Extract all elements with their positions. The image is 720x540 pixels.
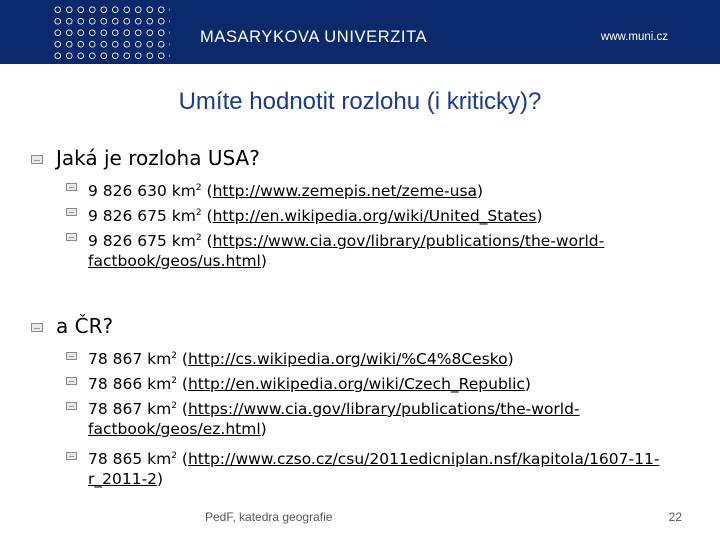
unit-superscript: 2 [171,376,177,386]
paren-open: ( [201,182,213,201]
section-heading-usa: Jaká je rozloha USA? [56,146,260,170]
unit-superscript: 2 [171,451,177,461]
header-banner [0,0,720,64]
paren-open: ( [201,207,213,226]
paren-open: ( [176,450,188,469]
paren-open: ( [176,400,188,419]
bullet-icon [66,233,77,241]
bullet-icon [66,183,77,191]
list-item [88,228,633,271]
paren-close: ) [536,207,543,226]
source-link[interactable]: https://www.cia.gov/library/publications/the-world-factbook/geos/ez.html [88,400,580,439]
unit-superscript: 2 [171,401,177,411]
logo-dot-grid [52,4,170,64]
area-value: 78 867 km [88,350,172,369]
university-name: MASARYKOVA UNIVERZITA [200,28,428,46]
list-item [88,203,688,226]
area-value: 9 826 675 km [88,232,196,251]
list-item [88,178,688,201]
paren-close: ) [507,350,514,369]
list-item [88,346,688,369]
unit-superscript: 2 [195,233,202,243]
area-value: 9 826 675 km [88,207,196,226]
area-value: 78 865 km [88,450,172,469]
paren-open: ( [176,350,188,369]
list-item [88,446,678,489]
paren-close: ) [524,375,531,394]
section-heading-cr: a ČR? [56,314,114,338]
university-url: www.muni.cz [600,31,668,43]
list-item [88,396,678,439]
page-number: 22 [668,510,682,524]
bullet-icon [66,452,77,460]
bullet-icon [66,377,77,385]
unit-superscript: 2 [171,351,177,361]
bullet-icon [66,208,77,216]
source-link[interactable]: http://www.zemepis.net/zeme-usa [212,182,478,201]
paren-open: ( [176,375,188,394]
area-value: 9 826 630 km [88,182,196,201]
footer-text: PedF, katedra geografie [205,510,333,524]
area-value: 78 867 km [88,400,172,419]
source-link[interactable]: http://en.wikipedia.org/wiki/United_States [212,207,537,226]
bullet-icon [31,155,43,164]
paren-close: ) [260,420,267,439]
paren-close: ) [260,252,267,271]
source-link[interactable]: http://en.wikipedia.org/wiki/Czech_Republic [187,375,525,394]
unit-superscript: 2 [195,208,202,218]
paren-open: ( [201,232,213,251]
source-link[interactable]: http://www.czso.cz/csu/2011edicniplan.nsf/kapitola/1607-11-r_2011-2 [88,450,660,489]
list-item [88,371,688,394]
bullet-icon [31,323,43,332]
bullet-icon [66,352,77,360]
slide-title: Umíte hodnotit rozlohu (i kriticky)? [178,88,542,115]
area-value: 78 866 km [88,375,172,394]
bullet-icon [66,402,77,410]
unit-superscript: 2 [195,183,202,193]
source-link[interactable]: http://cs.wikipedia.org/wiki/%C4%8Cesko [187,350,508,369]
paren-close: ) [157,470,164,489]
source-link[interactable]: https://www.cia.gov/library/publications/the-world-factbook/geos/us.html [88,232,605,271]
paren-close: ) [477,182,484,201]
